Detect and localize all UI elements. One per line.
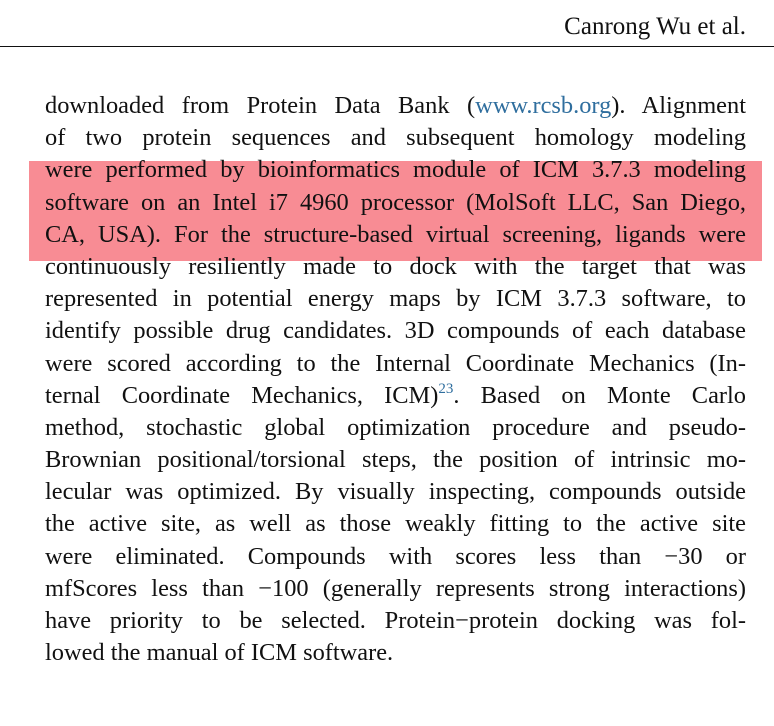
text-line: software on an Intel i7 4960 processor (MolSoft LLC, San Diego,	[45, 188, 746, 216]
text-segment: ). Alignment	[611, 92, 746, 119]
citation-reference[interactable]: 23	[438, 380, 454, 397]
text-line: method, stochastic global optimization procedure and pseudo-	[45, 413, 746, 441]
text-line	[45, 380, 746, 412]
text-segment: ternal Coordinate Mechanics, ICM)	[45, 381, 439, 409]
text-line: Brownian positional/torsional steps, the position of intrinsic mo-	[45, 446, 746, 474]
text-line: were eliminated. Compounds with scores less than −30 or	[45, 542, 746, 570]
body-paragraph	[45, 90, 746, 669]
text-segment: . Based on Monte Carlo	[453, 381, 746, 409]
text-line: CA, USA). For the structure-based virtual screening, ligands were	[45, 220, 746, 248]
pdb-link[interactable]: www.rcsb.org	[475, 92, 612, 119]
text-line: lowed the manual of ICM software.	[45, 639, 394, 667]
text-line: represented in potential energy maps by ICM 3.7.3 software, to	[45, 285, 746, 313]
text-line: of two protein sequences and subsequent homology modeling	[45, 124, 746, 152]
text-line: the active site, as well as those weakly fitting to the active site	[45, 510, 746, 538]
text-line: were performed by bioinformatics module of ICM 3.7.3 modeling	[45, 156, 746, 184]
text-line: mfScores less than −100 (generally represents strong interactions)	[45, 574, 746, 602]
text-line: were scored according to the Internal Coordinate Mechanics (In-	[45, 349, 746, 377]
text-line: have priority to be selected. Protein−protein docking was fol-	[45, 607, 746, 634]
text-line: lecular was optimized. By visually inspecting, compounds outside	[45, 478, 746, 506]
running-header: Canrong Wu et al.	[564, 13, 746, 40]
text-line: identify possible drug candidates. 3D compounds of each database	[45, 317, 746, 345]
text-line: continuously resiliently made to dock with the target that was	[45, 252, 746, 280]
text-segment: downloaded from Protein Data Bank (	[45, 92, 476, 119]
header-rule	[0, 46, 774, 47]
text-line	[45, 90, 746, 122]
